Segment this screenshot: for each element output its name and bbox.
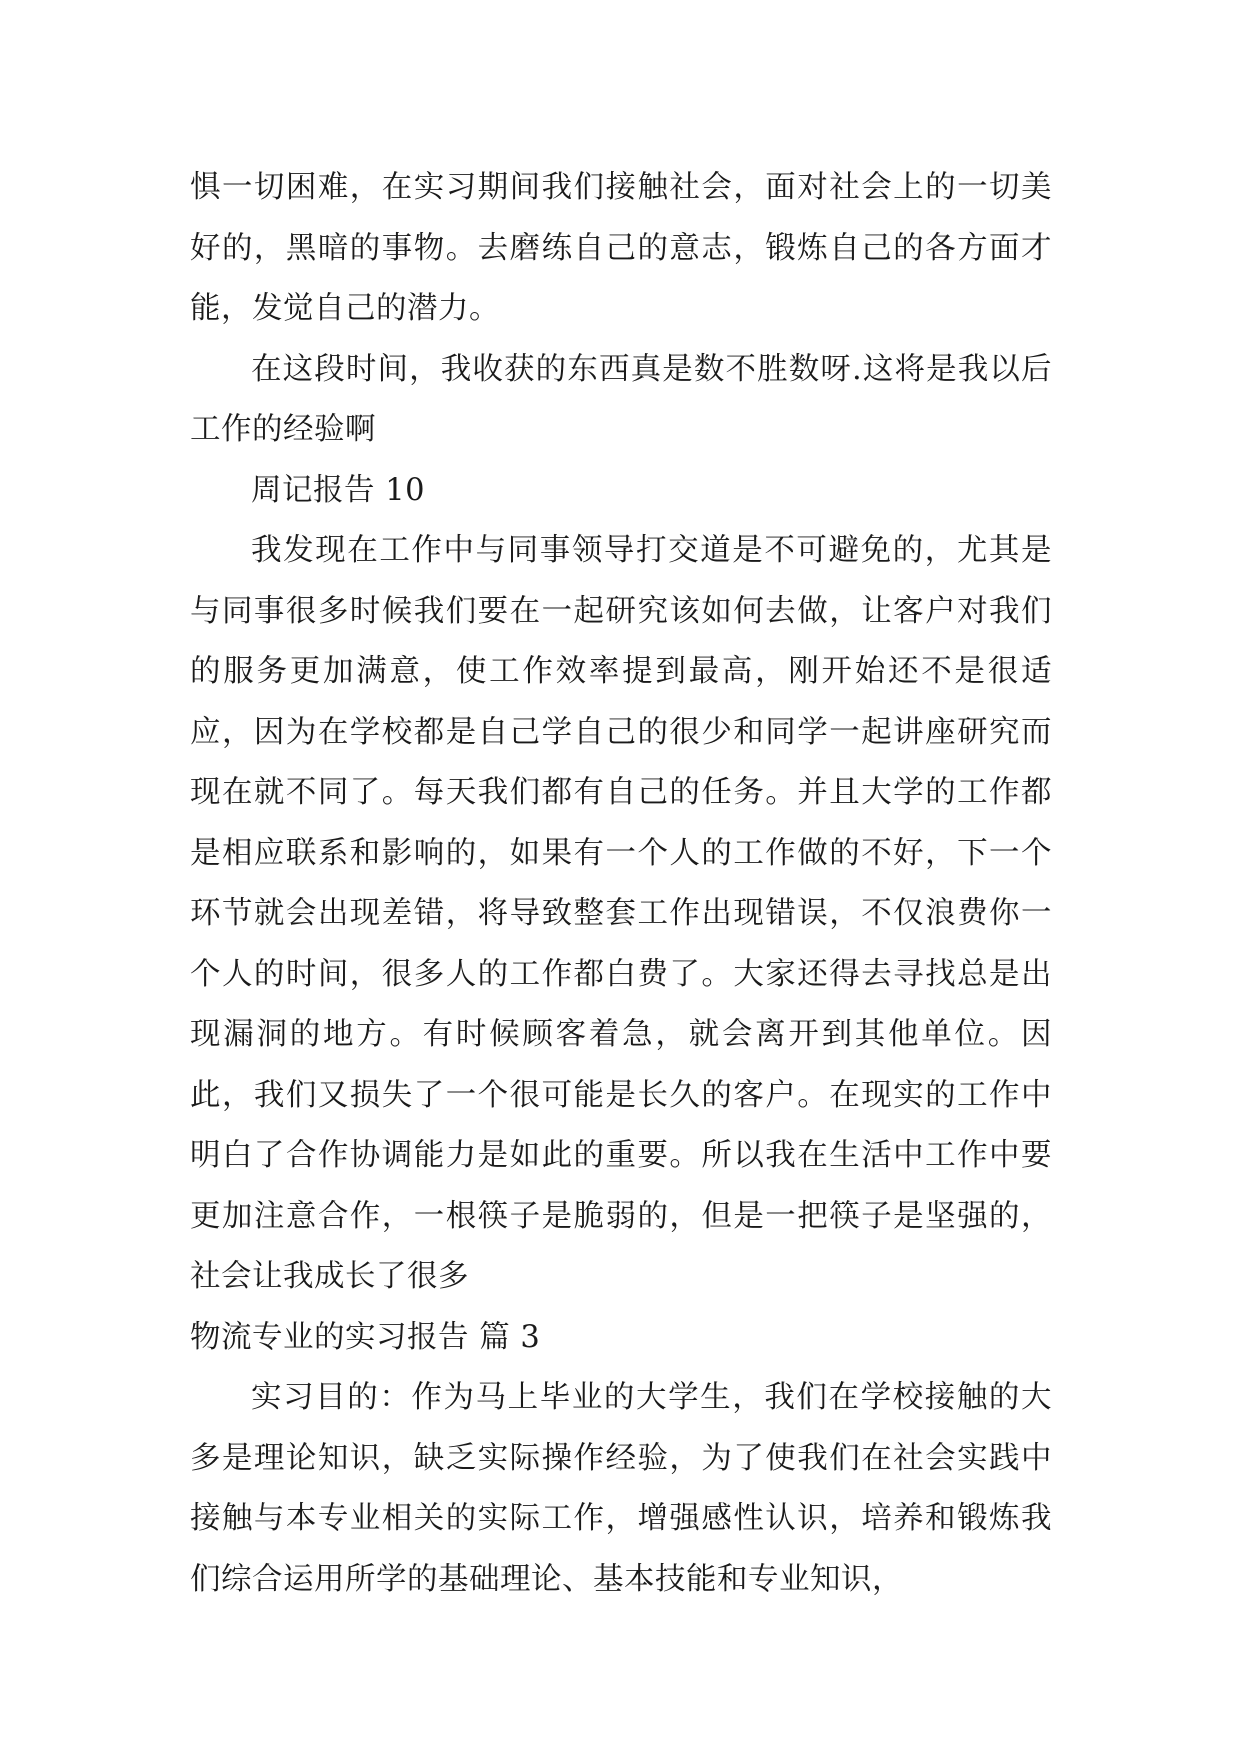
section-heading-weekly-report: 周记报告 10 [251, 472, 426, 508]
document-body [190, 158, 1052, 1610]
paragraph-internship-purpose: 实习目的：作为马上毕业的大学生，我们在学校接触的大多是理论知识，缺乏实际操作经验，为了使我们在社会实践中接触与本专业相关的实际工作，增强感性认识，培养和锻炼我们综合运用所学的基础理论、基本技能和专业知识， [190, 1380, 1052, 1597]
paragraph-continuation: 惧一切困难，在实习期间我们接触社会，面对社会上的一切美好的，黑暗的事物。去磨练自己的意志，锻炼自己的各方面才能，发觉自己的潜力。 [190, 170, 1052, 326]
paragraph-teamwork: 我发现在工作中与同事领导打交道是不可避免的，尤其是与同事很多时候我们要在一起研究该如何去做，让客户对我们的服务更加满意，使工作效率提到最高，刚开始还不是很适应，因为在学校都是自己学自己的很少和同学一起讲座研究而现在就不同了。每天我们都有自己的任务。并且大学的工作都是相应联系和影响的，如果有一个人的工作做的不好，下一个环节就会出现差错，将导致整套工作出现错误，不仅浪费你一个人的时间，很多人的工作都白费了。大家还得去寻找总是出现漏洞的地方。有时候顾客着急，就会离开到其他单位。因此，我们又损失了一个很可能是长久的客户。在现实的工作中明白了合作协调能力是如此的重要。所以我在生活中工作中要更加注意合作，一根筷子是脆弱的，但是一把筷子是坚强的，社会让我成长了很多 [190, 533, 1052, 1294]
paragraph-harvest: 在这段时间，我收获的东西真是数不胜数呀.这将是我以后工作的经验啊 [190, 351, 1052, 447]
section-heading-report-part3: 物流专业的实习报告 篇 3 [190, 1319, 541, 1355]
